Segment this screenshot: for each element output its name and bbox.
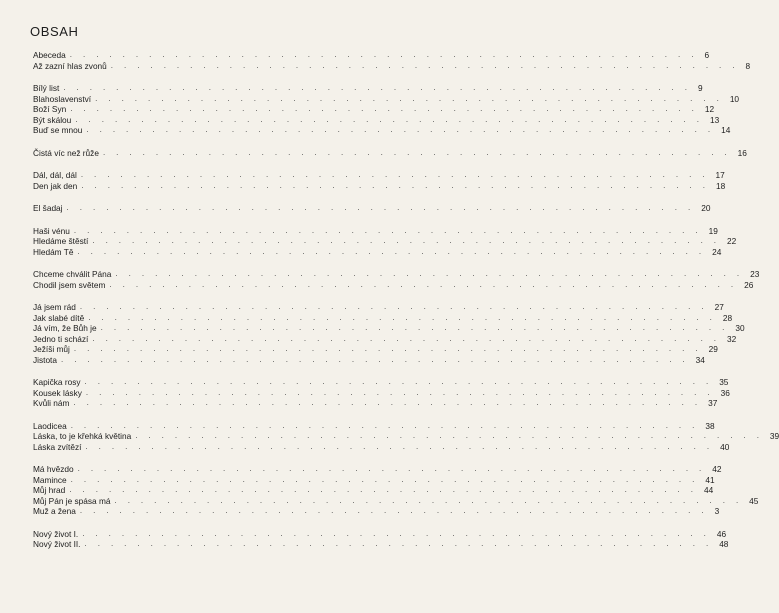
dot-leader: ................................................	[77, 246, 713, 256]
dot-leader: ................................................	[110, 60, 746, 70]
table-of-contents	[33, 50, 779, 562]
toc-group	[33, 170, 726, 191]
toc-entry-page-number: 12	[704, 104, 715, 114]
dot-leader: ................................................	[81, 180, 716, 190]
toc-entry	[33, 170, 725, 181]
dot-leader: ................................................	[69, 50, 705, 59]
toc-group	[33, 203, 711, 214]
toc-entry-title: Já vím, že Bůh je	[33, 323, 97, 333]
toc-entry-title: Mamince	[33, 474, 67, 485]
toc-entry-title: Blahoslavenství	[33, 93, 92, 104]
toc-entry-page-number: 10	[729, 93, 740, 104]
toc-entry	[33, 302, 724, 313]
toc-entry-title: Boží Syn	[33, 104, 67, 114]
toc-entry	[33, 485, 714, 496]
toc-entry-page-number: 36	[720, 387, 730, 398]
toc-entry	[33, 269, 760, 280]
dot-leader: ................................................	[88, 312, 723, 322]
toc-entry	[33, 420, 715, 432]
dot-leader: ................................................	[73, 344, 709, 353]
toc-entry-title: Láska zvítězí	[33, 441, 82, 452]
toc-entry-title: Jak slabé dítě	[33, 312, 85, 323]
toc-entry	[33, 236, 737, 247]
toc-entry	[33, 279, 754, 291]
dot-leader: ................................................	[92, 333, 728, 343]
toc-entry	[33, 495, 759, 507]
dot-leader: ................................................	[84, 377, 720, 386]
toc-entry-page-number: 38	[705, 420, 715, 431]
toc-group	[33, 377, 730, 409]
toc-entry	[33, 225, 718, 237]
toc-group	[33, 225, 737, 258]
toc-entry-page-number: 28	[722, 312, 733, 323]
toc-entry-page-number: 44	[703, 485, 714, 495]
toc-entry-title: Chodil jsem světem	[33, 279, 106, 290]
toc-entry-page-number: 20	[701, 203, 711, 213]
toc-group	[33, 147, 747, 159]
dot-leader: ................................................	[66, 203, 702, 212]
toc-entry-page-number: 42	[712, 464, 722, 474]
toc-entry	[33, 60, 751, 72]
toc-entry-title: Jedno ti schází	[33, 333, 89, 344]
toc-entry	[33, 441, 730, 453]
toc-entry-title: Haši vénu	[33, 225, 70, 236]
dot-leader: ................................................	[102, 147, 738, 157]
toc-entry-title: Kousek lásky	[33, 387, 82, 398]
toc-entry-page-number: 19	[708, 225, 718, 236]
toc-entry-page-number: 8	[745, 60, 751, 71]
toc-entry	[33, 474, 715, 486]
toc-entry	[33, 387, 730, 399]
dot-leader: ................................................	[60, 354, 696, 364]
toc-entry-page-number: 30	[735, 323, 745, 333]
toc-entry-page-number: 24	[712, 246, 722, 257]
toc-entry-page-number: 34	[695, 354, 705, 365]
toc-entry-title: Můj Pán je spása má	[33, 495, 111, 506]
toc-entry-title: El šadaj	[33, 203, 63, 213]
toc-entry-page-number: 27	[714, 302, 724, 312]
toc-entry-title: Já jsem rád	[33, 302, 76, 312]
toc-entry-title: Jistota	[33, 354, 57, 365]
dot-leader: ................................................	[77, 464, 713, 473]
toc-entry-title: Kvůli nám	[33, 398, 70, 408]
dot-leader: ................................................	[92, 236, 728, 245]
dot-leader: ................................................	[109, 279, 745, 289]
toc-entry-title: Kapička rosy	[33, 377, 81, 387]
toc-entry	[33, 398, 718, 409]
toc-entry	[33, 114, 720, 126]
toc-entry-page-number: 39	[769, 431, 779, 441]
dot-leader: ................................................	[115, 269, 751, 278]
toc-group	[33, 302, 745, 365]
toc-group	[33, 420, 779, 453]
dot-leader: ................................................	[73, 398, 709, 407]
toc-entry-page-number: 48	[719, 539, 729, 549]
toc-entry	[33, 203, 711, 214]
dot-leader: ................................................	[79, 302, 715, 311]
toc-entry-title: Nový život I.	[33, 528, 79, 539]
toc-entry-page-number: 46	[716, 528, 727, 539]
dot-leader: ................................................	[135, 431, 770, 440]
toc-entry-title: Dál, dál, dál	[33, 170, 77, 180]
dot-leader: ................................................	[86, 125, 722, 134]
toc-entry-page-number: 41	[705, 474, 715, 485]
dot-leader: ................................................	[80, 170, 716, 179]
toc-entry	[33, 539, 729, 550]
toc-entry-page-number: 14	[721, 125, 731, 135]
toc-entry-page-number: 37	[708, 398, 718, 408]
toc-entry-page-number: 29	[708, 344, 718, 354]
toc-entry-page-number: 26	[744, 279, 754, 290]
toc-entry-title: Má hvězdo	[33, 464, 74, 474]
dot-leader: ................................................	[70, 474, 706, 484]
toc-entry-title: Být skálou	[33, 114, 72, 125]
toc-entry	[33, 464, 722, 475]
toc-entry-title: Buď se mnou	[33, 125, 83, 135]
toc-entry	[33, 528, 727, 540]
toc-entry	[33, 344, 718, 355]
toc-entry-page-number: 18	[715, 180, 726, 191]
toc-entry	[33, 125, 731, 136]
dot-leader: ................................................	[84, 539, 720, 548]
dot-leader: ................................................	[100, 323, 736, 332]
toc-entry-title: Abeceda	[33, 50, 66, 60]
toc-entry-page-number: 35	[719, 377, 729, 387]
toc-entry-page-number: 6	[704, 50, 710, 60]
toc-entry-page-number: 22	[727, 236, 737, 246]
dot-leader: ................................................	[85, 387, 721, 397]
toc-entry	[33, 93, 740, 105]
page-title: OBSAH	[30, 24, 79, 39]
toc-entry-title: Chceme chválit Pána	[33, 269, 112, 279]
dot-leader: ................................................	[79, 506, 715, 515]
dot-leader: ................................................	[75, 114, 710, 124]
toc-entry	[33, 104, 715, 115]
toc-entry-title: Láska, to je křehká květina	[33, 431, 132, 441]
toc-entry-title: Ježíši můj	[33, 344, 70, 354]
toc-entry-page-number: 17	[715, 170, 725, 180]
dot-leader: ................................................	[73, 225, 709, 235]
toc-entry	[33, 50, 710, 61]
dot-leader: ................................................	[85, 441, 721, 451]
toc-entry	[33, 312, 733, 324]
toc-group	[33, 464, 759, 517]
toc-entry	[33, 180, 726, 192]
toc-entry	[33, 83, 703, 94]
toc-entry	[33, 506, 720, 517]
toc-entry-title: Můj hrad	[33, 485, 66, 495]
dot-leader: ................................................	[69, 485, 704, 494]
toc-entry-title: Čistá víc než růže	[33, 147, 99, 158]
dot-leader: ................................................	[114, 495, 750, 505]
toc-entry-page-number: 9	[697, 83, 703, 93]
toc-group	[33, 269, 760, 290]
dot-leader: ................................................	[70, 104, 705, 113]
toc-entry-title: Hledáme štěstí	[33, 236, 89, 246]
toc-entry-page-number: 16	[737, 147, 747, 158]
toc-entry-title: Muž a žena	[33, 506, 76, 516]
toc-entry	[33, 354, 705, 366]
toc-group	[33, 50, 751, 71]
toc-entry-page-number: 13	[709, 114, 720, 125]
dot-leader: ................................................	[63, 83, 698, 92]
toc-entry	[33, 147, 747, 159]
toc-entry-title: Hledám Tě	[33, 246, 74, 257]
toc-entry-page-number: 45	[749, 495, 759, 506]
toc-entry-title: Den jak den	[33, 180, 78, 191]
dot-leader: ................................................	[95, 93, 730, 103]
dot-leader: ................................................	[82, 528, 717, 538]
toc-entry-page-number: 40	[720, 441, 730, 452]
toc-entry-title: Až zazní hlas zvonů	[33, 60, 107, 71]
toc-entry	[33, 431, 779, 442]
toc-entry-title: Laodicea	[33, 420, 67, 431]
toc-group	[33, 528, 729, 550]
toc-entry	[33, 333, 737, 345]
toc-entry-title: Nový život II.	[33, 539, 81, 549]
toc-entry-title: Bílý list	[33, 83, 60, 93]
toc-group	[33, 83, 740, 136]
toc-entry	[33, 323, 745, 334]
toc-entry-page-number: 3	[714, 506, 720, 516]
toc-entry-page-number: 32	[727, 333, 737, 344]
toc-entry	[33, 246, 722, 258]
toc-entry-page-number: 23	[750, 269, 760, 279]
dot-leader: ................................................	[70, 420, 706, 430]
toc-entry	[33, 377, 729, 388]
